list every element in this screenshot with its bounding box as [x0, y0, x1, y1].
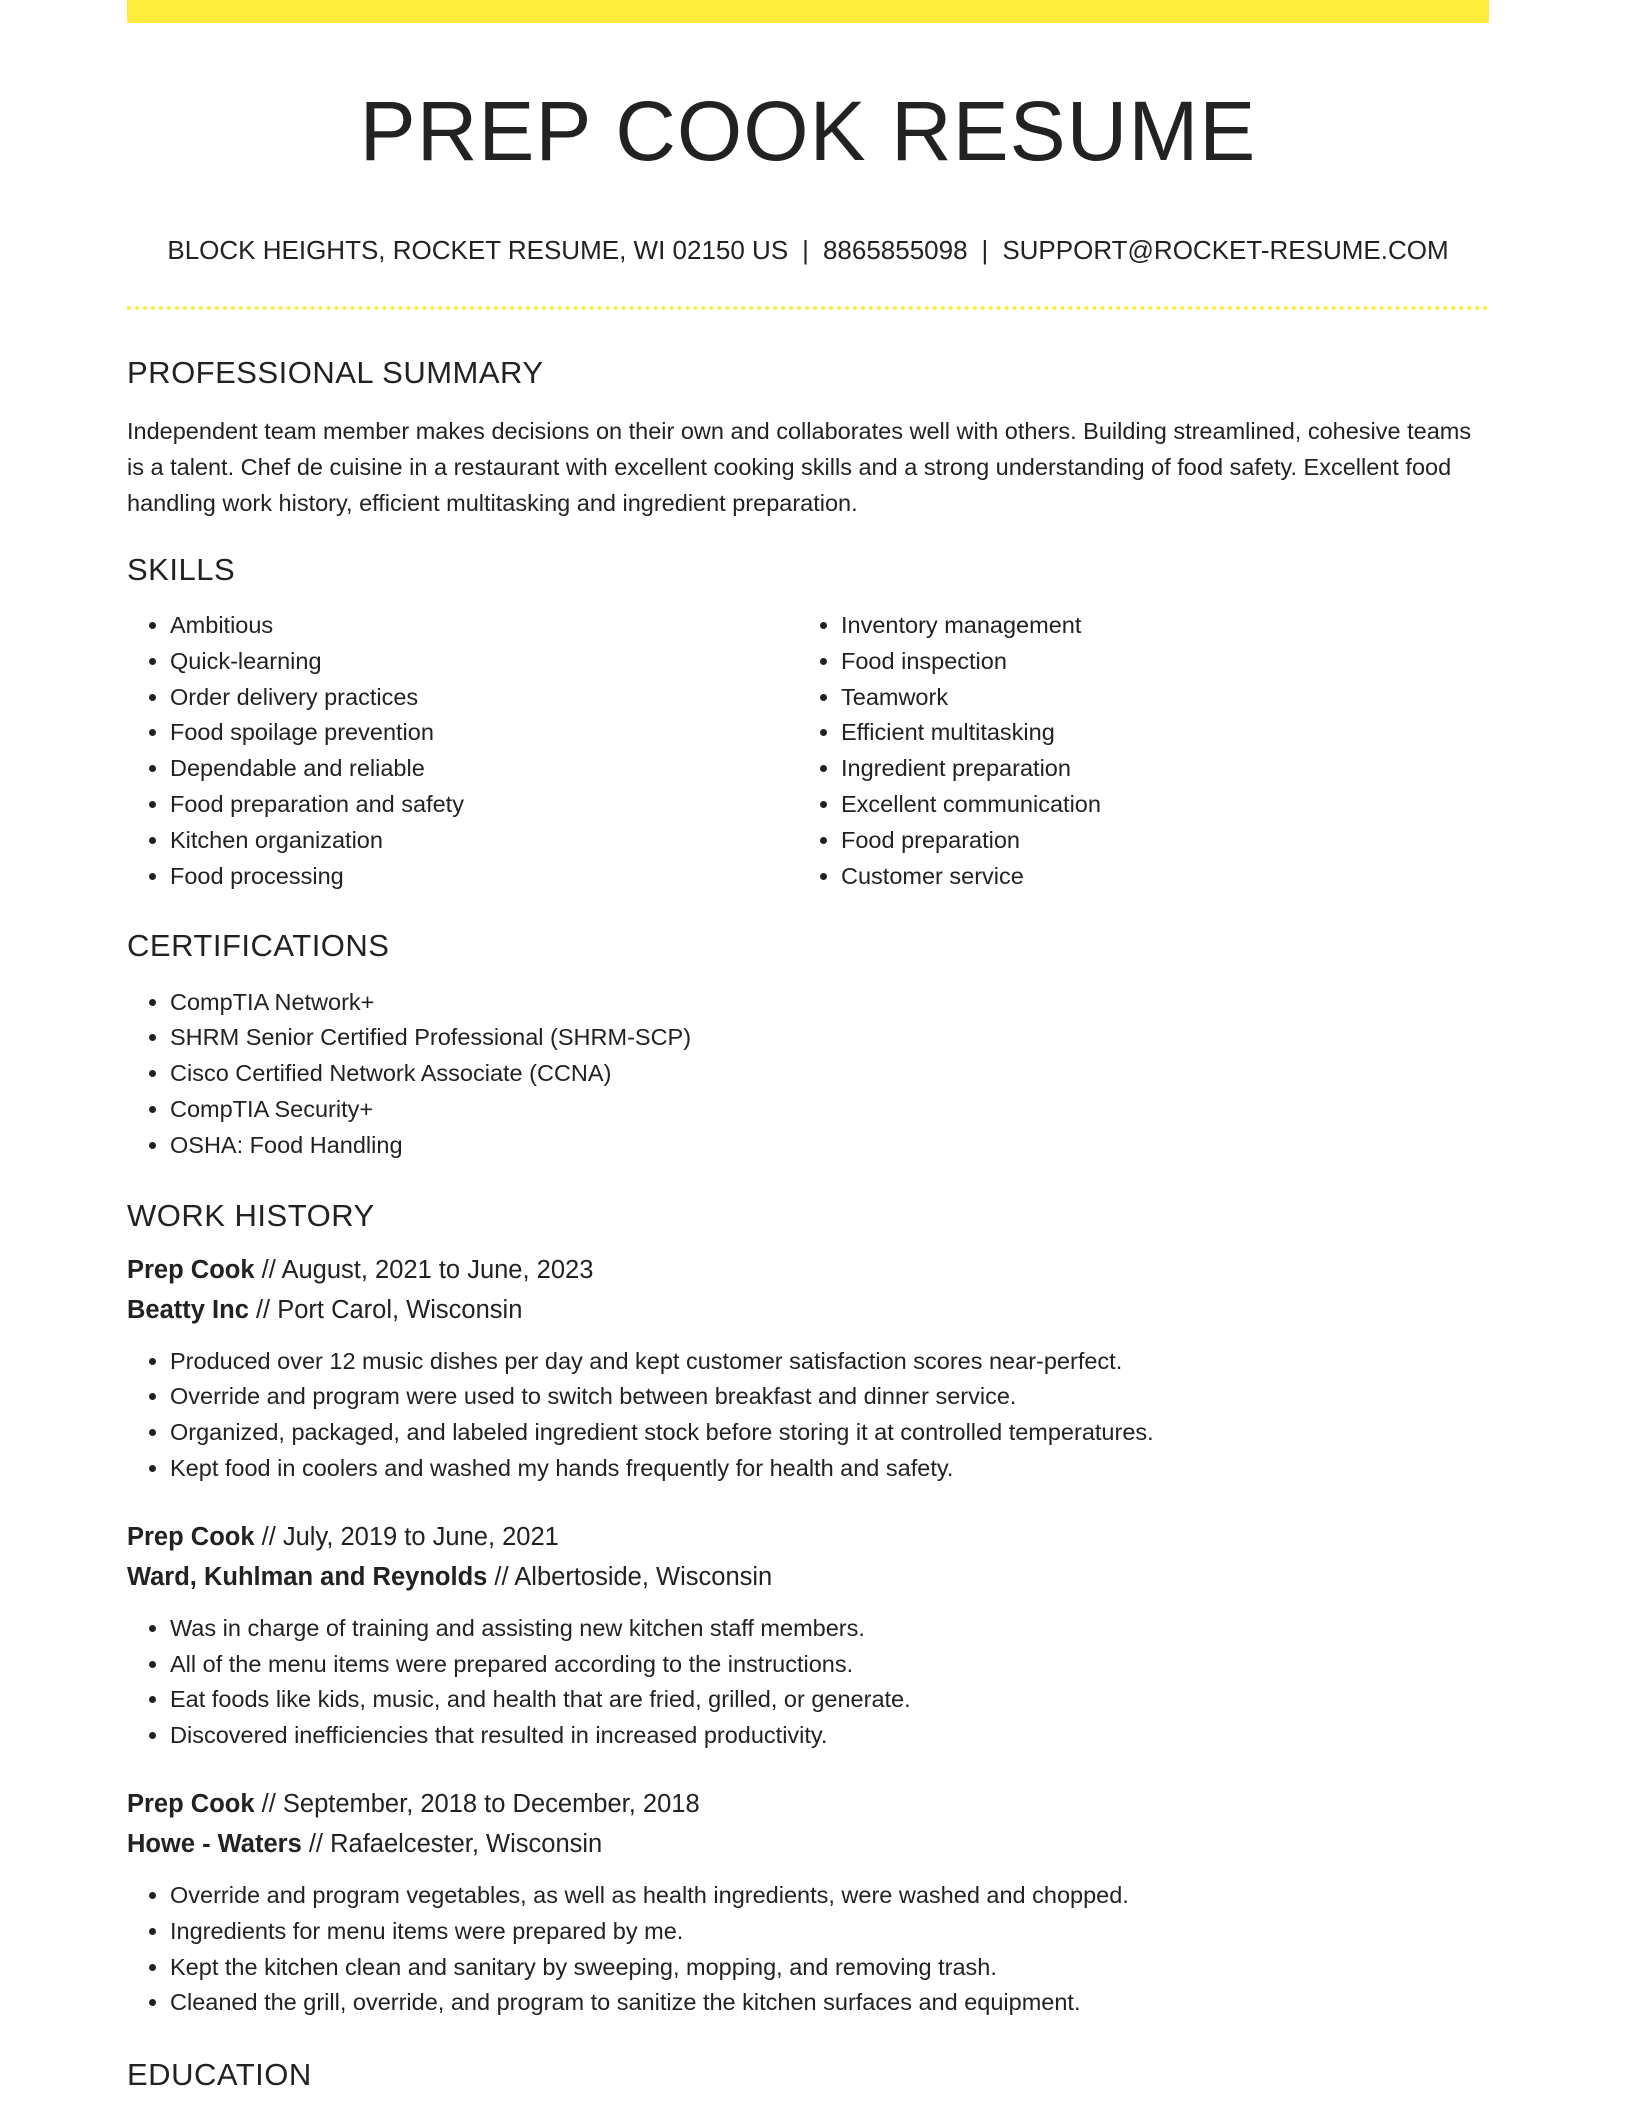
job-bullets [127, 1344, 1489, 1487]
section-heading-skills: SKILLS [127, 551, 236, 587]
job-company: Beatty Inc [127, 1295, 249, 1324]
skill-item: • Food preparation [841, 823, 1469, 859]
job-title: Prep Cook [127, 1255, 255, 1284]
job-bullet: • Eat foods like kids, music, and health that are fried, grilled, or generate. [170, 1682, 1489, 1718]
skill-item: • Quick-learning [170, 644, 798, 680]
skill-item: • Inventory management [841, 608, 1469, 644]
professional-summary-section [127, 354, 1489, 521]
skills-list-right [798, 608, 1469, 894]
job-location: Albertoside, Wisconsin [514, 1562, 773, 1591]
contact-email: SUPPORT@ROCKET-RESUME.COM [1002, 235, 1449, 266]
job-divider: // [301, 1830, 331, 1859]
job-entry [127, 1784, 1489, 2021]
job-dates: September, 2018 to December, 2018 [282, 1790, 700, 1819]
job-company: Howe - Waters [127, 1830, 302, 1859]
job-bullet: • Override and program vegetables, as well as health ingredients, were washed and chopped. [170, 1878, 1489, 1914]
job-company-line [127, 1824, 1489, 1864]
job-location: Rafaelcester, Wisconsin [330, 1830, 603, 1859]
dotted-divider [127, 306, 1489, 310]
job-bullet: • Produced over 12 music dishes per day and kept customer satisfaction scores near-perfect. [170, 1344, 1489, 1380]
resume-title: PREP COOK RESUME [359, 84, 1257, 178]
skill-item: • Order delivery practices [170, 680, 798, 716]
certification-item: • CompTIA Security+ [170, 1092, 1489, 1128]
certification-item: • SHRM Senior Certified Professional (SHRM-SCP) [170, 1020, 1489, 1056]
job-title-line [127, 1784, 1489, 1824]
job-company-line [127, 1557, 1489, 1597]
certifications-section [127, 927, 1489, 1163]
skill-item: • Food inspection [841, 644, 1469, 680]
certifications-list [127, 985, 1489, 1164]
job-title: Prep Cook [127, 1522, 255, 1551]
contact-separator: | [802, 235, 809, 266]
job-bullets [127, 1611, 1489, 1754]
job-title-line [127, 1517, 1489, 1557]
job-divider: // [487, 1562, 515, 1591]
certification-item: • CompTIA Network+ [170, 985, 1489, 1021]
contact-separator: | [981, 235, 989, 266]
job-bullet: • All of the menu items were prepared according to the instructions. [170, 1647, 1489, 1683]
skills-columns [127, 588, 1489, 894]
job-bullet: • Kept the kitchen clean and sanitary by sweeping, mopping, and removing trash. [170, 1950, 1489, 1986]
certification-item: • Cisco Certified Network Associate (CCNA) [170, 1056, 1489, 1092]
skill-item: • Ingredient preparation [841, 751, 1469, 787]
skill-item: • Teamwork [841, 680, 1469, 716]
job-bullet: • Organized, packaged, and labeled ingredient stock before storing it at controlled temperatures. [170, 1415, 1489, 1451]
job-bullet: • Cleaned the grill, override, and program to sanitize the kitchen surfaces and equipment. [170, 1985, 1489, 2021]
job-bullet: • Override and program were used to switch between breakfast and dinner service. [170, 1379, 1489, 1415]
education-section [127, 2056, 1489, 2093]
job-bullet: • Ingredients for menu items were prepared by me. [170, 1914, 1489, 1950]
skill-item: • Ambitious [170, 608, 798, 644]
resume-page [127, 0, 1489, 2093]
job-divider: // [254, 1522, 283, 1551]
work-history-section [127, 1197, 1489, 2022]
skill-item: • Excellent communication [841, 787, 1469, 823]
job-entry [127, 1517, 1489, 1754]
skill-item: • Customer service [841, 859, 1469, 895]
summary-text: Independent team member makes decisions on their own and collaborates well with others. Building streamlined, cohesive teams is a talent. Chef de cuisine in a restaurant with excellent cooking skills and a strong understanding of food safety. Excellent food handling work history, efficient multitasking and ingredient preparation. [127, 417, 1472, 516]
job-bullet: • Discovered inefficiencies that resulted in increased productivity. [170, 1718, 1489, 1754]
job-entry [127, 1250, 1489, 1487]
job-bullet: • Kept food in coolers and washed my hands frequently for health and safety. [170, 1451, 1489, 1487]
contact-line [127, 235, 1489, 266]
skill-item: • Food preparation and safety [170, 787, 798, 823]
job-divider: // [248, 1295, 278, 1324]
skill-item: • Kitchen organization [170, 823, 798, 859]
contact-phone: 8865855098 [822, 235, 968, 266]
section-heading-summary: PROFESSIONAL SUMMARY [127, 354, 544, 390]
section-heading-education: EDUCATION [127, 2057, 312, 2093]
job-location: Port Carol, Wisconsin [277, 1295, 523, 1324]
job-bullets [127, 1878, 1489, 2021]
job-bullet: • Was in charge of training and assisting new kitchen staff members. [170, 1611, 1489, 1647]
job-divider: // [254, 1255, 282, 1284]
contact-address: BLOCK HEIGHTS, ROCKET RESUME, WI 02150 US [167, 235, 789, 266]
job-company-line [127, 1290, 1489, 1330]
job-title-line [127, 1250, 1489, 1290]
skill-item: • Dependable and reliable [170, 751, 798, 787]
skills-list-left [127, 608, 798, 894]
job-dates: July, 2019 to June, 2021 [282, 1522, 559, 1551]
skill-item: • Food processing [170, 859, 798, 895]
job-dates: August, 2021 to June, 2023 [281, 1255, 594, 1284]
certification-item: • OSHA: Food Handling [170, 1128, 1489, 1164]
section-heading-work-history: WORK HISTORY [127, 1197, 375, 1233]
job-divider: // [254, 1790, 283, 1819]
skills-section [127, 551, 1489, 895]
section-heading-certifications: CERTIFICATIONS [127, 928, 390, 964]
top-accent-bar [127, 0, 1489, 23]
job-company: Ward, Kuhlman and Reynolds [127, 1562, 488, 1591]
skill-item: • Food spoilage prevention [170, 715, 798, 751]
skill-item: • Efficient multitasking [841, 715, 1469, 751]
job-title: Prep Cook [127, 1790, 255, 1819]
